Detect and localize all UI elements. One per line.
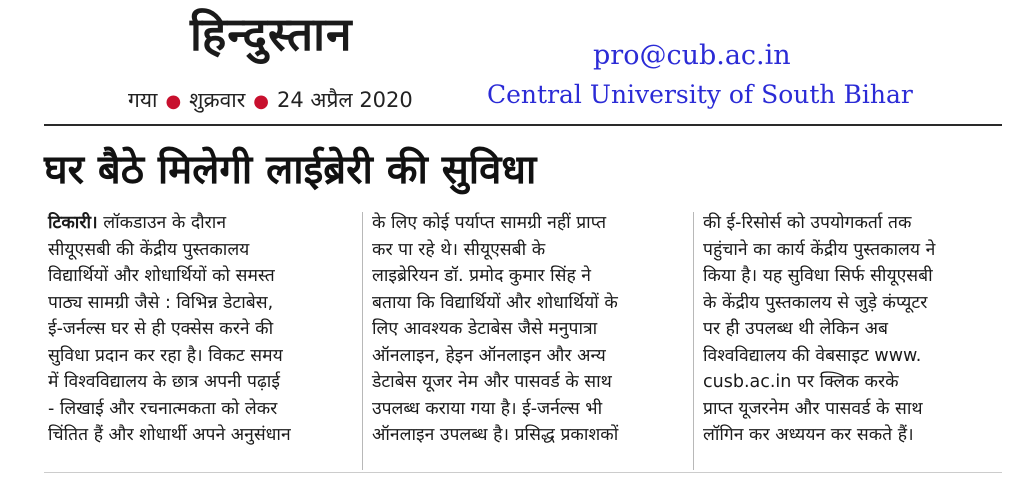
header-divider	[44, 124, 1002, 126]
article-line: किया है। यह सुविधा सिर्फ सीयूएसबी	[703, 266, 933, 286]
article-column-1	[48, 210, 291, 449]
article-line: लाइब्रेरियन डॉ. प्रमोद कुमार सिंह ने	[372, 266, 592, 286]
article-line: cusb.ac.in पर क्लिक करके	[703, 372, 899, 392]
article-line: पर ही उपलब्ध थी लेकिन अब	[703, 319, 889, 339]
dateline-city: गया	[128, 88, 158, 112]
article-line: लॉगिन कर अध्ययन कर सकते हैं।	[703, 425, 914, 445]
bullet-dot-icon: ●	[165, 91, 182, 112]
article-line: टिकारी। लॉकडाउन के दौरान	[48, 213, 227, 233]
footer-divider	[44, 472, 1002, 473]
article-line: की ई-रिसोर्स को उपयोगकर्ता तक	[703, 213, 912, 233]
article-line: - लिखाई और रचनात्मकता को लेकर	[48, 398, 278, 419]
article-line: उपलब्ध कराया गया है। ई-जर्नल्स भी	[372, 398, 603, 419]
article-line: विद्यार्थियों और शोधार्थियों को समस्त	[48, 266, 275, 286]
column-divider	[362, 212, 363, 470]
bullet-dot-icon: ●	[253, 91, 270, 112]
article-line: के लिए कोई पर्याप्त सामग्री नहीं प्राप्त	[372, 213, 607, 233]
article-headline: घर बैठे मिलेगी लाईब्रेरी की सुविधा	[44, 147, 537, 193]
article-place: टिकारी।	[48, 213, 98, 233]
article-line: में विश्वविद्यालय के छात्र अपनी पढ़ाई	[48, 372, 280, 392]
article-line: पहुंचाने का कार्य केंद्रीय पुस्तकालय ने	[703, 239, 936, 260]
article-line: लिए आवश्यक डेटाबेस जैसे मनुपात्रा	[372, 319, 598, 339]
dateline-day: शुक्रवार	[189, 88, 246, 112]
article-line: बताया कि विद्यार्थियों और शोधार्थियों के	[372, 292, 618, 313]
article-line: प्राप्त यूजरनेम और पासवर्ड के साथ	[703, 398, 923, 419]
article-line: चिंतित हैं और शोधार्थी अपने अनुसंधान	[48, 425, 291, 445]
column-divider	[693, 212, 694, 470]
article-column-2	[372, 210, 618, 449]
article-line: कर पा रहे थे। सीयूएसबी के	[372, 239, 546, 260]
dateline-date: 24 अप्रैल 2020	[277, 88, 413, 112]
article-line: ई-जर्नल्स घर से ही एक्सेस करने की	[48, 319, 274, 339]
article-line: पाठ्य सामग्री जैसे : विभिन्न डेटाबेस,	[48, 292, 274, 313]
article-column-3	[703, 210, 935, 449]
article-line: ऑनलाइन उपलब्ध है। प्रसिद्ध प्रकाशकों	[372, 425, 619, 445]
contact-email: pro@cub.ac.in	[593, 40, 791, 71]
article-line: सीयूएसबी की केंद्रीय पुस्तकालय	[48, 239, 250, 260]
article-line: डेटाबेस यूजर नेम और पासवर्ड के साथ	[372, 372, 612, 392]
article-line: विश्वविद्यालय की वेबसाइट www.	[703, 345, 922, 366]
university-name: Central University of South Bihar	[487, 80, 913, 109]
newspaper-masthead: हिन्दुस्तान	[190, 7, 353, 61]
article-line: के केंद्रीय पुस्तकालय से जुड़े कंप्यूटर	[703, 292, 928, 313]
article-line: सुविधा प्रदान कर रहा है। विकट समय	[48, 345, 283, 366]
article-line: ऑनलाइन, हेइन ऑनलाइन और अन्य	[372, 345, 606, 366]
dateline	[128, 86, 413, 114]
